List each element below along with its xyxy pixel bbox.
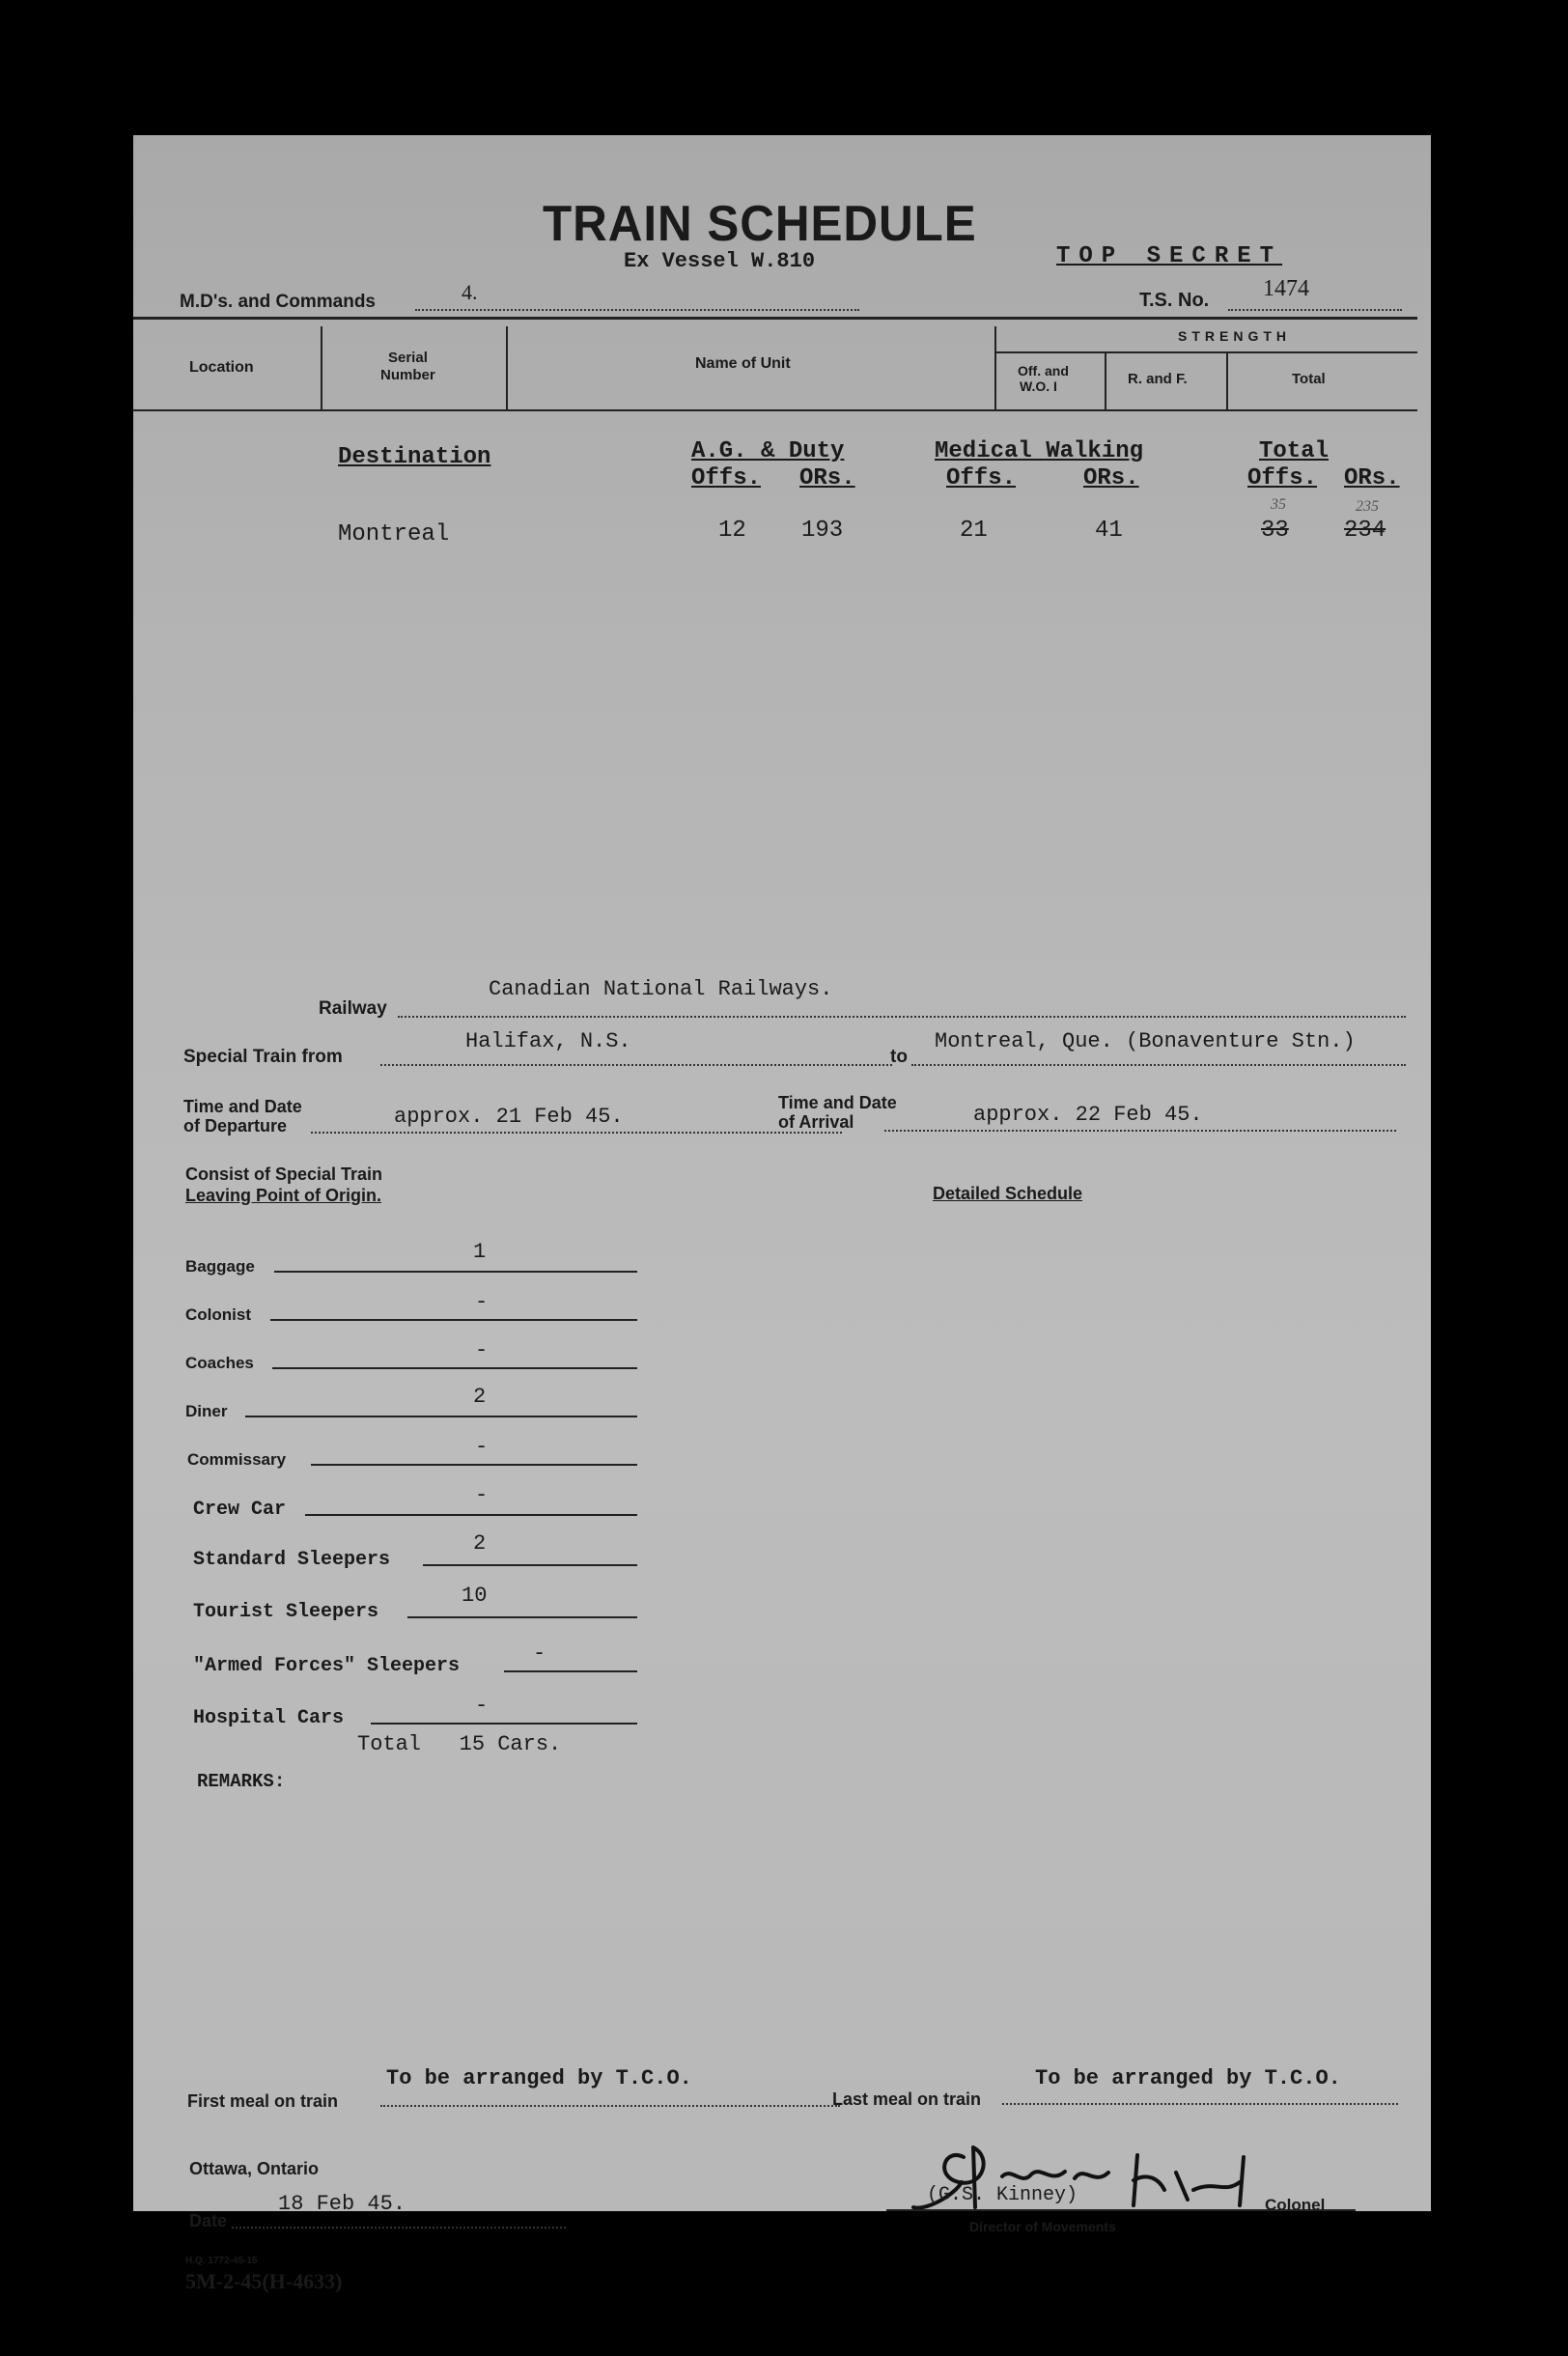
ts-underline [1228,309,1402,311]
consist-underline [504,1670,637,1672]
md-underline [415,309,859,311]
ag-offs-header: Offs. [691,465,762,491]
last-meal-underline [1002,2103,1398,2105]
consist-underline [245,1416,637,1417]
col-rf: R. and F. [1128,371,1188,387]
arrival-label: of Arrival [778,1112,854,1132]
date-value: 18 Feb 45. [278,2192,406,2216]
strength-rule [994,351,1417,353]
consist-underline [371,1723,637,1725]
table-top-rule [133,317,1417,320]
col-serial: Serial [388,350,428,366]
consist-underline [274,1271,637,1273]
consist-underline [272,1367,637,1369]
date-underline [232,2227,566,2229]
destination-cell: Montreal [338,521,450,547]
arrival-label: Time and Date [778,1093,897,1112]
med-ors-header: ORs. [1083,465,1139,491]
detailed-schedule-heading: Detailed Schedule [933,1184,1083,1203]
from-underline [380,1064,892,1066]
railway-value: Canadian National Railways. [489,977,833,1001]
col-unit: Name of Unit [695,355,791,372]
col-total: Total [1292,371,1326,387]
from-value: Halifax, N.S. [465,1029,631,1053]
consist-value-armed-forces-sleepers: - [533,1641,546,1666]
arrival-underline [884,1130,1396,1132]
consist-underline [270,1319,637,1321]
consist-value-coaches: - [475,1338,489,1362]
place-label: Ottawa, Ontario [189,2159,320,2178]
arrival-value: approx. 22 Feb 45. [973,1103,1203,1127]
consist-label-diner: Diner [185,1402,228,1420]
consist-label-coaches: Coaches [185,1354,254,1372]
total-ors-cell: 234 [1344,518,1386,544]
signatory-rank: Colonel [1265,2196,1326,2214]
col-divider [1226,353,1228,409]
consist-label-baggage: Baggage [185,1257,255,1276]
departure-label: of Departure [183,1116,288,1136]
consist-heading: Leaving Point of Origin. [185,1186,382,1205]
ag-duty-header: A.G. & Duty [691,438,845,464]
total-ors-header: ORs. [1344,465,1400,491]
consist-value-commissary: - [475,1435,489,1459]
total-offs-cell: 33 [1261,518,1289,544]
medical-walking-header: Medical Walking [935,438,1144,464]
ag-ors-header: ORs. [799,465,855,491]
consist-value-crew-car: - [475,1483,489,1507]
from-label: Special Train from [183,1047,343,1067]
total-offs-header: Offs. [1247,465,1318,491]
file-reference: 5M-2-45(H-4633) [185,2269,343,2293]
signatory-title: Director of Movements [969,2219,1116,2234]
col-divider [994,326,996,409]
med-ors-cell: 41 [1095,518,1123,544]
consist-value-colonist: - [475,1290,489,1314]
form-number: H.Q. 1772-45-15 [185,2256,258,2266]
vessel-subtitle: Ex Vessel W.810 [624,249,816,273]
consist-underline [311,1464,637,1466]
pencil-correction-ors: 235 [1356,498,1379,515]
last-meal-value: To be arranged by T.C.O. [1035,2066,1341,2090]
col-off: Off. and [1018,363,1069,379]
to-value: Montreal, Que. (Bonaventure Stn.) [935,1029,1356,1053]
col-strength: STRENGTH [1178,328,1291,344]
med-offs-header: Offs. [946,465,1017,491]
consist-total: Total 15 Cars. [357,1732,562,1756]
consist-value-baggage: 1 [473,1240,487,1264]
col-divider [321,326,322,409]
departure-label: Time and Date [183,1097,302,1116]
consist-label-hospital-cars: Hospital Cars [193,1707,345,1729]
col-serial: Number [380,367,435,383]
ts-label: T.S. No. [1139,290,1210,311]
to-underline [911,1064,1406,1066]
col-divider [1105,353,1106,409]
classification-stamp: TOP SECRET [1056,243,1283,269]
last-meal-label: Last meal on train [832,2090,982,2109]
railway-label: Railway [319,998,387,1019]
pencil-correction-offs: 35 [1271,496,1286,513]
ag-ors-cell: 193 [801,518,844,544]
consist-label-tourist-sleepers: Tourist Sleepers [193,1601,379,1623]
consist-label-commissary: Commissary [187,1450,287,1469]
destination-header: Destination [338,444,491,470]
table-header-bottom-rule [133,409,1417,411]
departure-value: approx. 21 Feb 45. [394,1105,624,1129]
md-label: M.D's. and Commands [180,292,376,312]
consist-underline [423,1564,637,1566]
to-label: to [890,1047,908,1067]
remarks-label: REMARKS: [197,1771,286,1792]
first-meal-label: First meal on train [187,2091,339,2111]
document-title: TRAIN SCHEDULE [543,196,977,252]
consist-value-tourist-sleepers: 10 [462,1584,488,1608]
consist-value-hospital-cars: - [475,1694,489,1718]
first-meal-value: To be arranged by T.C.O. [386,2066,692,2090]
ag-offs-cell: 12 [718,518,746,544]
consist-value-diner: 2 [473,1385,487,1409]
first-meal-underline [380,2105,840,2107]
consist-value-standard-sleepers: 2 [473,1531,487,1556]
total-header: Total [1259,438,1330,464]
consist-label-standard-sleepers: Standard Sleepers [193,1549,391,1571]
railway-underline [398,1016,1406,1018]
consist-underline [305,1514,637,1516]
date-label: Date [189,2211,228,2230]
col-location: Location [189,359,254,376]
consist-label-armed-forces-sleepers: "Armed Forces" Sleepers [193,1655,461,1677]
consist-label-crew-car: Crew Car [193,1499,287,1521]
document-page [133,135,1431,2293]
col-divider [506,326,508,409]
med-offs-cell: 21 [960,518,988,544]
md-value: 4. [462,280,478,304]
consist-underline [407,1616,637,1618]
col-off: W.O. I [1020,379,1057,394]
departure-underline [311,1132,842,1134]
consist-label-colonist: Colonist [185,1305,251,1324]
consist-heading: Consist of Special Train [185,1164,383,1184]
ts-number: 1474 [1263,276,1309,301]
signatory-name: (G.S. Kinney) [927,2184,1078,2206]
